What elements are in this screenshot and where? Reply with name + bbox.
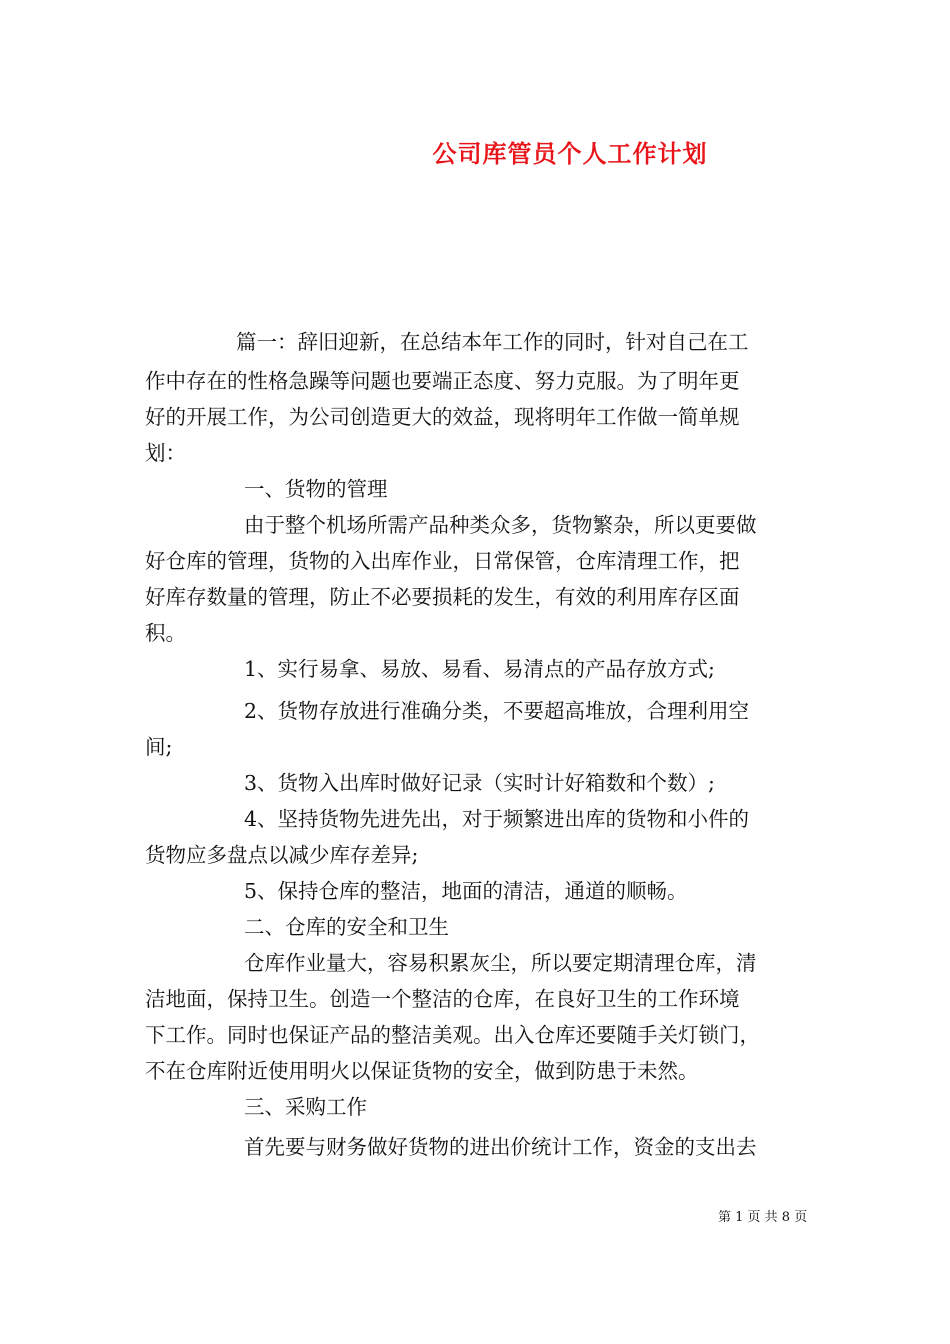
list-item: 3、货物入出库时做好记录（实时计好箱数和个数）; [244,771,715,795]
list-item: 4、坚持货物先进先出，对于频繁进出库的货物和小件的 [244,807,750,831]
list-item: 2、货物存放进行准确分类，不要超高堆放，合理利用空 [244,699,750,723]
section-heading: 三、采购工作 [244,1095,367,1119]
body-line: 间; [145,735,173,759]
body-line: 积。 [145,621,186,645]
body-line: 货物应多盘点以减少库存差异; [145,843,419,867]
body-line: 好库存数量的管理，防止不必要损耗的发生，有效的利用库存区面 [145,585,740,609]
body-line: 首先要与财务做好货物的进出价统计工作，资金的支出去 [244,1135,757,1159]
body-line: 好的开展工作，为公司创造更大的效益，现将明年工作做一简单规 [145,405,740,429]
body-line: 下工作。同时也保证产品的整洁美观。出入仓库还要随手关灯锁门， [145,1023,760,1047]
body-line: 洁地面，保持卫生。创造一个整洁的仓库，在良好卫生的工作环境 [145,987,740,1011]
section-heading: 二、仓库的安全和卫生 [244,915,449,939]
body-line: 篇一：辞旧迎新，在总结本年工作的同时，针对自己在工 [236,330,749,354]
list-item: 5、保持仓库的整洁，地面的清洁，通道的顺畅。 [244,879,688,903]
body-line: 作中存在的性格急躁等问题也要端正态度、努力克服。为了明年更 [145,369,740,393]
page-number-footer: 第 1 页 共 8 页 [718,1210,808,1225]
list-item: 1、实行易拿、易放、易看、易清点的产品存放方式; [244,657,715,681]
body-line: 仓库作业量大，容易积累灰尘，所以要定期清理仓库，清 [244,951,757,975]
body-line: 划： [145,441,186,465]
body-line: 好仓库的管理，货物的入出库作业，日常保管，仓库清理工作，把 [145,549,740,573]
section-heading: 一、货物的管理 [244,477,388,501]
page-title: 公司库管员个人工作计划 [432,139,708,168]
body-line: 不在仓库附近使用明火以保证货物的安全，做到防患于未然。 [145,1059,699,1083]
body-line: 由于整个机场所需产品种类众多，货物繁杂，所以更要做 [244,513,757,537]
